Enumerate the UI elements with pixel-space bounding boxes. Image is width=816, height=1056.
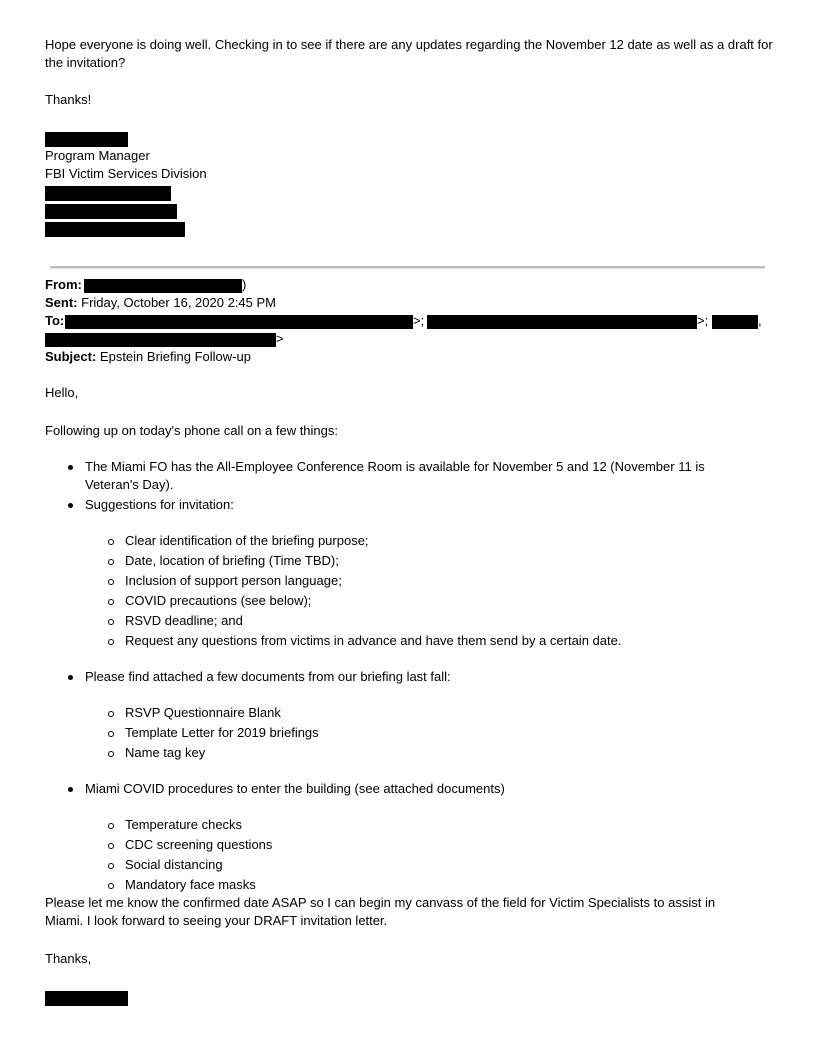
sub-bullet-circle [108,843,114,849]
redaction-to-3 [712,315,758,329]
sub-bullet-circle [108,731,114,737]
message-separator [50,266,765,269]
closing-line-2: Miami. I look forward to seeing your DRAFT invitation letter. [45,913,388,928]
redaction-to-4 [45,333,276,347]
bullet-dot [68,465,73,470]
bullet-3: Please find attached a few documents from our briefing last fall: [85,669,451,684]
procedure-item: CDC screening questions [125,837,273,852]
bullet-2: Suggestions for invitation: [85,497,234,512]
suggestion-item: RSVD deadline; and [125,613,243,628]
closing-line-1: Please let me know the confirmed date ASAP so I can begin my canvass of the field for Victim Specialists to assist in [45,895,716,910]
to-tail: > [276,331,284,346]
sub-bullet-circle [108,539,114,545]
document-item: RSVP Questionnaire Blank [125,705,281,720]
bullet-1-line-2: Veteran's Day). [85,477,174,492]
sent-label: Sent: [45,295,78,310]
sub-bullet-circle [108,639,114,645]
suggestion-item: Date, location of briefing (Time TBD); [125,553,339,568]
redaction-to-1 [65,315,413,329]
document-item: Name tag key [125,745,206,760]
suggestion-item: Inclusion of support person language; [125,573,342,588]
redaction-sender-name [45,132,128,147]
subject-label: Subject: [45,349,97,364]
subject-value: Epstein Briefing Follow-up [99,349,251,364]
to-separator-2: >; [697,313,709,328]
sub-bullet-circle [108,599,114,605]
bullet-4: Miami COVID procedures to enter the building (see attached documents) [85,781,505,796]
reply-body: Hope everyone is doing well. Checking in to see if there are any updates regarding the November 12 date as well as a draft for the invitation? [45,37,773,70]
suggestion-item: COVID precautions (see below); [125,593,312,608]
to-separator-3: , [758,313,762,328]
from-label: From: [45,277,82,292]
from-tail: ) [242,277,247,292]
redaction-signature-line-2 [45,204,177,219]
sub-bullet-circle [108,559,114,565]
signoff: Thanks, [45,951,92,966]
to-separator-1: >; [413,313,425,328]
sub-bullet-circle [108,579,114,585]
sub-bullet-circle [108,751,114,757]
redaction-to-2 [427,315,697,329]
signature-org: FBI Victim Services Division [45,166,207,181]
subject-line [45,348,251,366]
procedure-item: Social distancing [125,857,223,872]
sent-line [45,294,276,312]
procedure-item: Mandatory face masks [125,877,256,892]
to-label: To: [45,313,65,328]
greeting: Hello, [45,385,79,400]
intro: Following up on today's phone call on a few things: [45,423,339,438]
bullet-dot [68,787,73,792]
sub-bullet-circle [108,863,114,869]
bullet-dot [68,503,73,508]
redaction-signature-line-3 [45,222,185,237]
signature-title: Program Manager [45,148,150,163]
sent-value: Friday, October 16, 2020 2:45 PM [81,295,276,310]
sub-bullet-circle [108,883,114,889]
redaction-from [84,279,242,293]
redaction-signature-line-1 [45,186,171,201]
document-item: Template Letter for 2019 briefings [125,725,319,740]
sub-bullet-circle [108,619,114,625]
sub-bullet-circle [108,823,114,829]
procedure-item: Temperature checks [125,817,243,832]
reply-thanks: Thanks! [45,92,92,107]
redaction-signoff-name [45,991,128,1006]
sub-bullet-circle [108,711,114,717]
suggestion-item: Clear identification of the briefing purpose; [125,533,369,548]
bullet-dot [68,675,73,680]
suggestion-item: Request any questions from victims in advance and have them send by a certain date. [125,633,622,648]
bullet-1-line-1: The Miami FO has the All-Employee Conference Room is available for November 5 and 12 (November 11 is [85,459,705,474]
